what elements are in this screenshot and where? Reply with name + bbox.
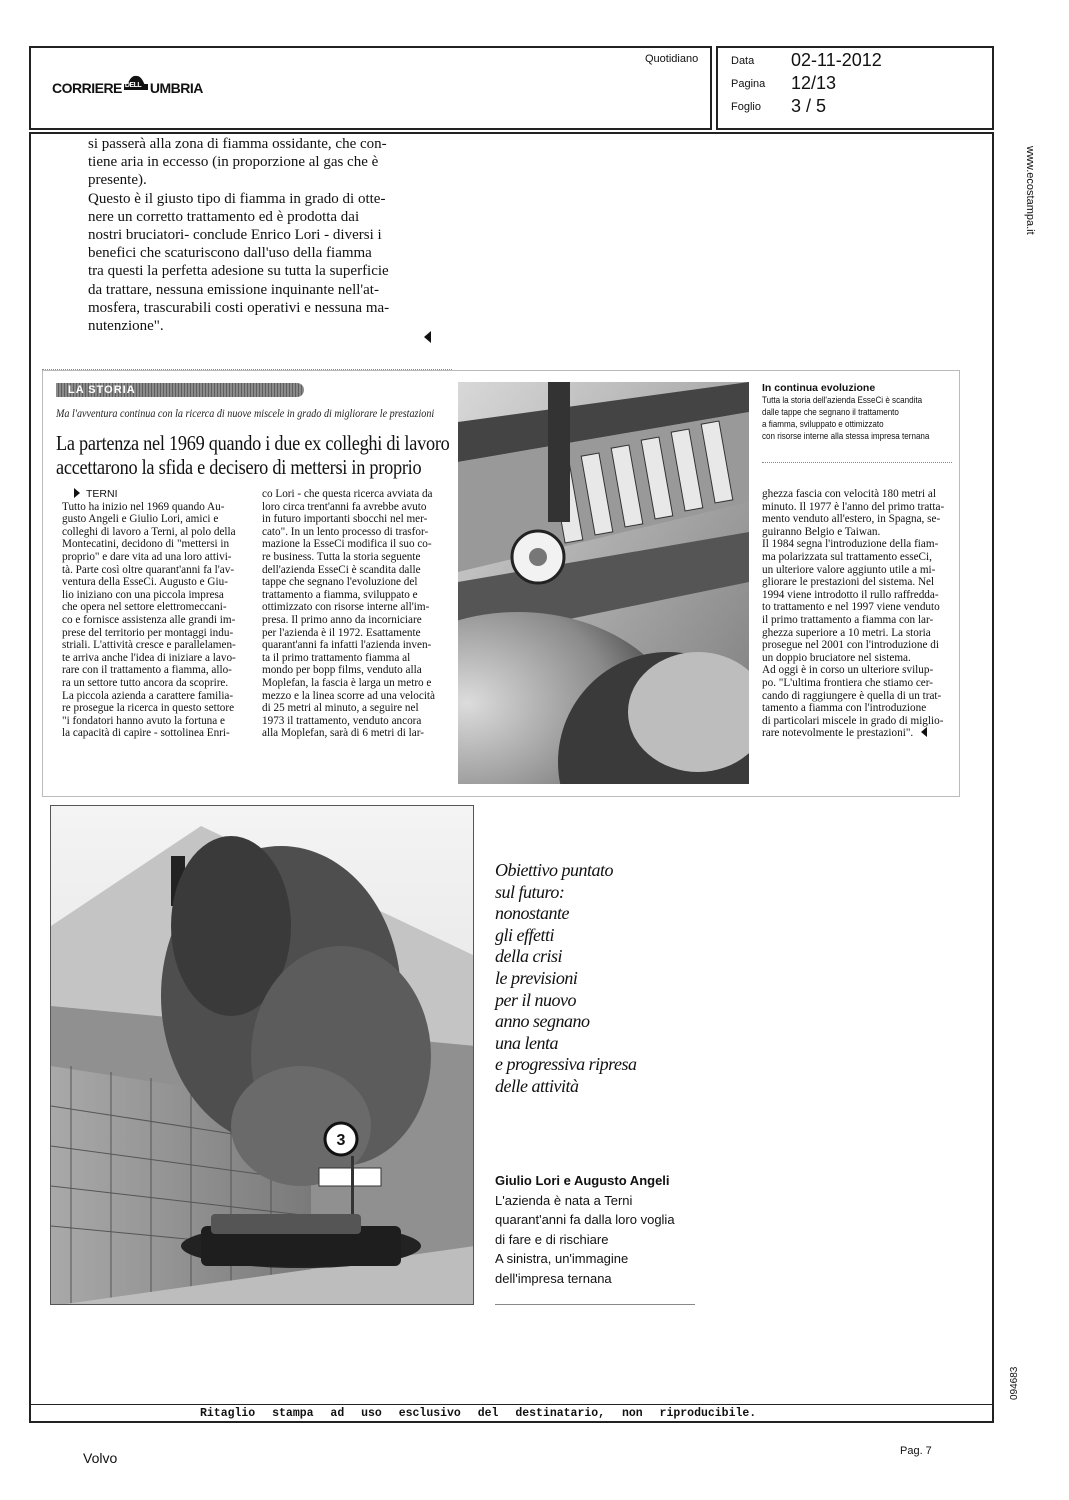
section-tag [56, 383, 304, 397]
dateline-city: TERNI [86, 488, 118, 500]
text-line: Tutto ha inizio nel 1969 quando Au- [62, 500, 225, 513]
data-label: Data [731, 55, 755, 67]
article-top-rule [42, 369, 452, 371]
text-line: un ulteriore valore aggiunto utile a mi- [762, 563, 936, 576]
text-line: re prosegue la ricerca in questo settore [62, 702, 235, 715]
intro-line: mosfera, trascurabili costi operativi e nessuna ma- [88, 299, 390, 316]
text-line: tamento a fiamma con l'introduzione [762, 702, 927, 715]
caption-line: Tutta la storia dell'azienda EsseCi è scandita [762, 395, 923, 406]
caption-line: con risorse interne alla stessa impresa ternana [762, 431, 930, 442]
text-line: mazione la EsseCi modifica il suo co- [262, 538, 432, 551]
text-line: 1973 il trattamento, venduto ancora [262, 714, 422, 727]
quote-line: per il nuovo [495, 989, 576, 1010]
masthead-left: CORRIERE [52, 80, 122, 96]
text-line: trattamento a fiamma, sviluppato e [262, 588, 418, 601]
text-line: guiranno Belgio e Taiwan. [762, 525, 881, 538]
text-line: mondo per bopp films, venduto alla [262, 664, 422, 677]
quote-line: una lenta [495, 1032, 558, 1053]
names-line: A sinistra, un'immagine [495, 1251, 629, 1266]
quote-line: delle attività [495, 1075, 579, 1096]
caption-line: dalle tappe che segnano il trattamento [762, 407, 899, 418]
quote-line: della crisi [495, 946, 562, 967]
text-line: to trattamento e nel 1997 viene venduto [762, 601, 940, 614]
page-number: Pag. 7 [900, 1445, 932, 1457]
text-line: ta il primo trattamento fiamma al [262, 651, 411, 664]
last-line: rare notevolmente le prestazioni". [762, 727, 914, 740]
quote-line: gli effetti [495, 924, 554, 945]
masthead-right: UMBRIA [149, 80, 203, 96]
quote-line: Obiettivo puntato [495, 860, 613, 880]
text-line: alla Moplefan, sarà di 6 metri di lar- [262, 727, 424, 740]
foglio-label: Foglio [731, 101, 761, 113]
text-line: mento venduto all'estero, in Spagna, se- [762, 513, 941, 526]
masthead-logo [52, 80, 203, 96]
footer-brand: Volvo [83, 1450, 118, 1466]
intro-line: da trattare, nessuna emissione inquinante nell'at- [88, 281, 379, 298]
notice-divider [29, 1404, 994, 1405]
text-line: ventura della EsseCi. Augusto e Giu- [62, 576, 228, 589]
text-line: ra un settore tutto ancora da scoprire. [62, 676, 229, 689]
article-column-2 [262, 488, 444, 740]
masthead-mid: DELL [124, 82, 142, 89]
masthead-emblem [122, 80, 150, 94]
copyright-notice: Ritaglio stampa ad uso esclusivo del destinatario, non riproducibile. [200, 1407, 757, 1420]
text-line: tappe che segnano l'evoluzione del [262, 576, 418, 589]
text-line: quarant'anni fa infatti l'azienda inven- [262, 639, 432, 652]
intro-line: tiene aria in eccesso (in proporzione al gas che è [88, 154, 379, 171]
pagina-value: 12/13 [791, 73, 837, 93]
text-line: Montecatini, decidono di "mettersi in [62, 538, 230, 551]
names-rule [495, 1304, 695, 1305]
text-line: mezzo e la linea scorre ad una velocità [262, 689, 436, 702]
end-mark-icon [921, 727, 927, 737]
text-line: co Lori - che questa ricerca avviata da [262, 488, 433, 500]
intro-text [88, 135, 438, 335]
text-line: ottimizzato con risorse interne all'im- [262, 601, 430, 614]
article-column-3 [762, 488, 948, 740]
text-line: un doppio bruciatore nel sistema. [762, 651, 911, 664]
intro-line: si passerà alla zona di fiamma ossidante, che con- [88, 136, 387, 152]
text-line: striali. L'attività cresce e parallelamen- [62, 639, 236, 652]
text-line: cando di raggiungere è quella di un trat- [762, 689, 942, 702]
caption-rule [762, 462, 952, 464]
names-line: L'azienda è nata a Terni [495, 1192, 633, 1208]
text-line: minuto. Il 1977 è l'anno del primo tratta- [762, 500, 945, 513]
text-line: La piccola azienda a carattere familia- [62, 689, 234, 702]
caption-line: a fiamma, sviluppato e ottimizzato [762, 419, 884, 430]
type-label: Quotidiano [645, 53, 699, 65]
text-line: lio iniziano con una piccola impresa [62, 588, 224, 601]
text-line: Il 1984 segna l'introduzione della fiam- [762, 538, 939, 551]
headline-line-2: accettarono la sfida e decisero di mettersi in proprio [56, 455, 422, 479]
data-value: 02-11-2012 [791, 50, 882, 70]
text-line: il primo trattamento a fiamma con lar- [762, 613, 934, 626]
quote-line: anno segnano [495, 1011, 590, 1032]
photo-caption [762, 382, 952, 443]
intro-line: Questo è il giusto tipo di fiamma in grado di otte- [88, 190, 386, 207]
text-line: co e fornisce assistenza alle grandi im- [62, 613, 236, 626]
caption-title: In continua evoluzione [762, 382, 876, 394]
text-line: di particolari miscele in grado di miglio- [762, 714, 944, 727]
text-line: Ad oggi è in corso un ulteriore svilup- [762, 664, 934, 677]
names-line: dell'impresa ternana [495, 1270, 612, 1286]
intro-line: nere un corretto trattamento ed è prodotta dai [88, 208, 360, 225]
quote-line: e progressiva ripresa [495, 1054, 637, 1075]
pull-quote [495, 860, 637, 1098]
text-line: che opera nel settore elettromeccani- [62, 601, 227, 614]
quote-line: nonostante [495, 903, 569, 924]
text-line: rare con il trattamento a fiamma, allo- [62, 664, 232, 677]
quote-line: sul futuro: [495, 881, 565, 902]
article-column-1 [62, 488, 254, 740]
text-line: ma polarizzata sul trattamento esseCi, [762, 550, 932, 563]
names-line: quarant'anni fa dalla loro voglia [495, 1212, 675, 1227]
text-line: loro circa trent'anni fa avrebbe avuto [262, 500, 427, 513]
site-url: www.ecostampa.it [1024, 146, 1036, 235]
text-line: prese del territorio per montaggi indu- [62, 626, 234, 639]
names-title: Giulio Lori e Augusto Angeli [495, 1173, 670, 1188]
text-line: po. "L'ultima frontiera che stiamo cer- [762, 676, 933, 689]
foglio-value: 3 / 5 [791, 96, 827, 116]
intro-line: presente). [88, 172, 147, 189]
text-line: tà. Parte così oltre quarant'anni fa l'av- [62, 563, 235, 576]
text-line: te arriva anche l'idea di iniziare a lavo- [62, 651, 236, 664]
machinery-photo [458, 382, 749, 784]
text-line: re business. Tutta la storia seguente [262, 550, 421, 563]
text-line: ghezza fascia con velocità 180 metri al [762, 488, 936, 500]
pagina-label: Pagina [731, 78, 766, 90]
names-line: di fare e di rischiare [495, 1231, 609, 1247]
clipping-code: 094683 [1009, 1366, 1020, 1400]
building-photo [50, 805, 474, 1305]
text-line: prosegue nel 2001 con l'introduzione di [762, 639, 939, 652]
text-line: "i fondatori hanno avuto la fortuna e [62, 714, 226, 727]
names-caption [495, 1171, 675, 1288]
end-mark-icon [424, 331, 431, 343]
dateline-arrow-icon [74, 488, 80, 498]
text-line: proprio" e dare vita ad una loro attivi- [62, 550, 232, 563]
intro-line: nostri bruciatori- conclude Enrico Lori - diversi i [88, 227, 382, 244]
dateline [62, 488, 254, 501]
text-line: in futuro importanti sbocchi nel mer- [262, 513, 428, 526]
text-line: gliorare le prestazioni del sistema. Nel [762, 576, 935, 589]
headline-line-1: La partenza nel 1969 quando i due ex colleghi di lavoro [56, 431, 450, 455]
text-line [762, 727, 948, 740]
text-line: Moplefan, la fascia è larga un metro e [262, 676, 432, 689]
text-line: gusto Angeli e Giulio Lori, amici e [62, 513, 219, 526]
kicker: Ma l'avventura continua con la ricerca di nuove miscele in grado di migliorare le prestazioni [56, 408, 435, 420]
text-line: la capacità di capire - sottolinea Enri- [62, 727, 230, 740]
intro-line: benefici che scaturiscono dall'uso della fiamma [88, 245, 372, 262]
quote-line: le previsioni [495, 967, 578, 988]
intro-line: tra questi la perfetta adesione su tutta la superficie [88, 263, 389, 280]
text-line: di 25 metri al minuto, a seguire nel [262, 702, 419, 715]
svg-text:3: 3 [336, 1132, 346, 1149]
text-line: per l'azienda è il 1972. Esattamente [262, 626, 421, 639]
text-line: cato". In un lento processo di trasfor- [262, 525, 429, 538]
text-line: presa. Il primo anno da incorniciare [262, 613, 422, 626]
text-line: colleghi di lavoro a Terni, al polo della [62, 525, 236, 538]
text-line: 1994 viene introdotto il rullo raffredda- [762, 588, 939, 601]
intro-line: nutenzione". [88, 318, 164, 335]
text-line: ghezza superiore a 10 metri. La storia [762, 626, 931, 639]
section-tag-label: LA STORIA [68, 384, 136, 396]
text-line: dell'azienda EsseCi è scandita dalle [262, 563, 421, 576]
